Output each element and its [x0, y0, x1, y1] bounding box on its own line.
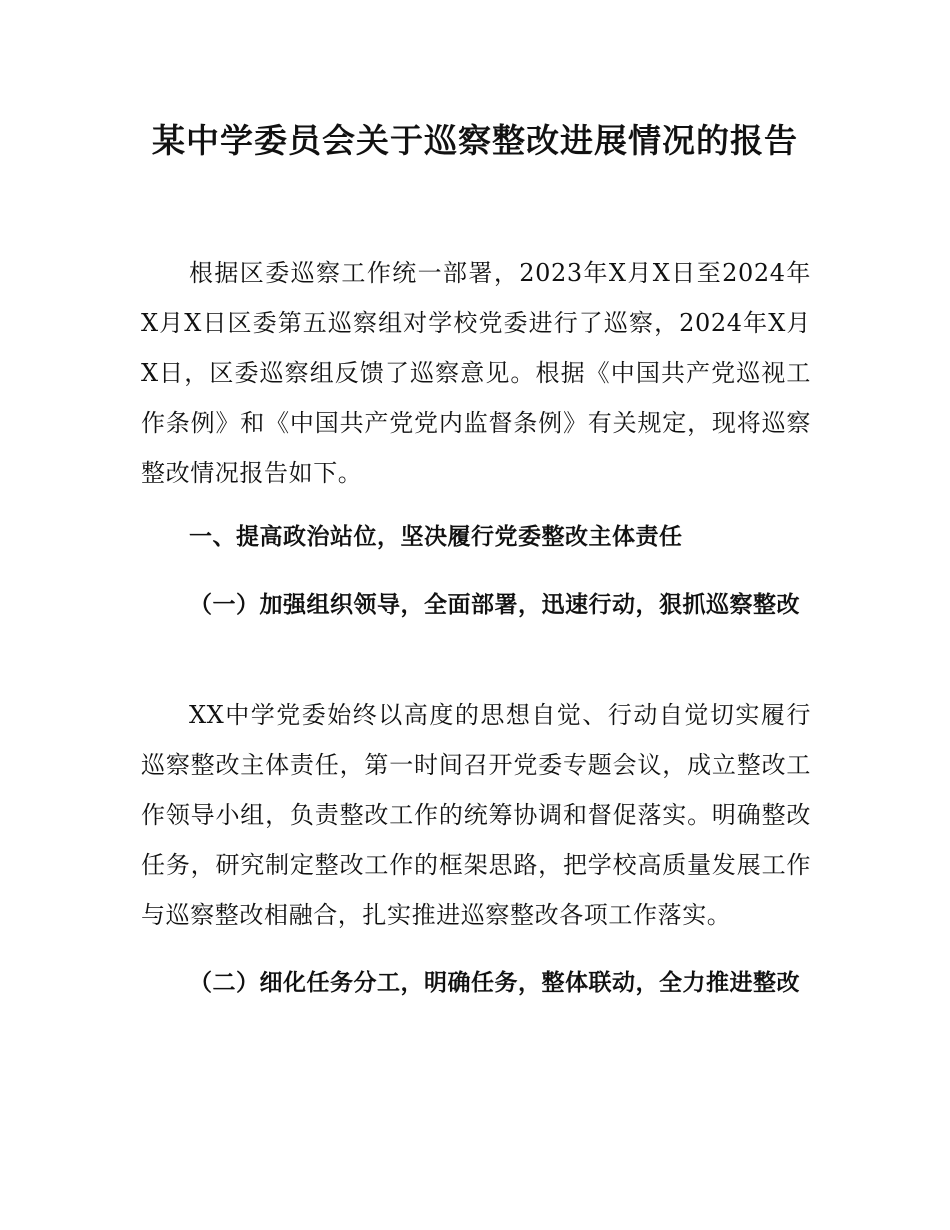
section-1-heading: 一、提高政治站位，坚决履行党委整改主体责任	[189, 524, 683, 550]
intro-paragraph: 根据区委巡察工作统一部署，2023年X月X日至2024年X月X日区委第五巡察组对学校党委进行了巡察，2024年X月X日，区委巡察组反馈了巡察意见。根据《中国共产党巡视工作条例》和《中国共产党党内监督条例》有关规定，现将巡察整改情况报告如下。	[141, 259, 811, 487]
subsection-2-heading: （二）细化任务分工，明确任务，整体联动，全力推进整改	[189, 970, 800, 996]
document-title: 某中学委员会关于巡察整改进展情况的报告	[152, 121, 798, 160]
subsection-1-paragraph: XX中学党委始终以高度的思想自觉、行动自觉切实履行巡察整改主体责任，第一时间召开党委专题会议，成立整改工作领导小组，负责整改工作的统筹协调和督促落实。明确整改任务，研究制定整改工作的框架思路，把学校高质量发展工作与巡察整改相融合，扎实推进巡察整改各项工作落实。	[141, 701, 811, 929]
subsection-1-heading: （一）加强组织领导，全面部署，迅速行动，狠抓巡察整改	[189, 592, 800, 618]
